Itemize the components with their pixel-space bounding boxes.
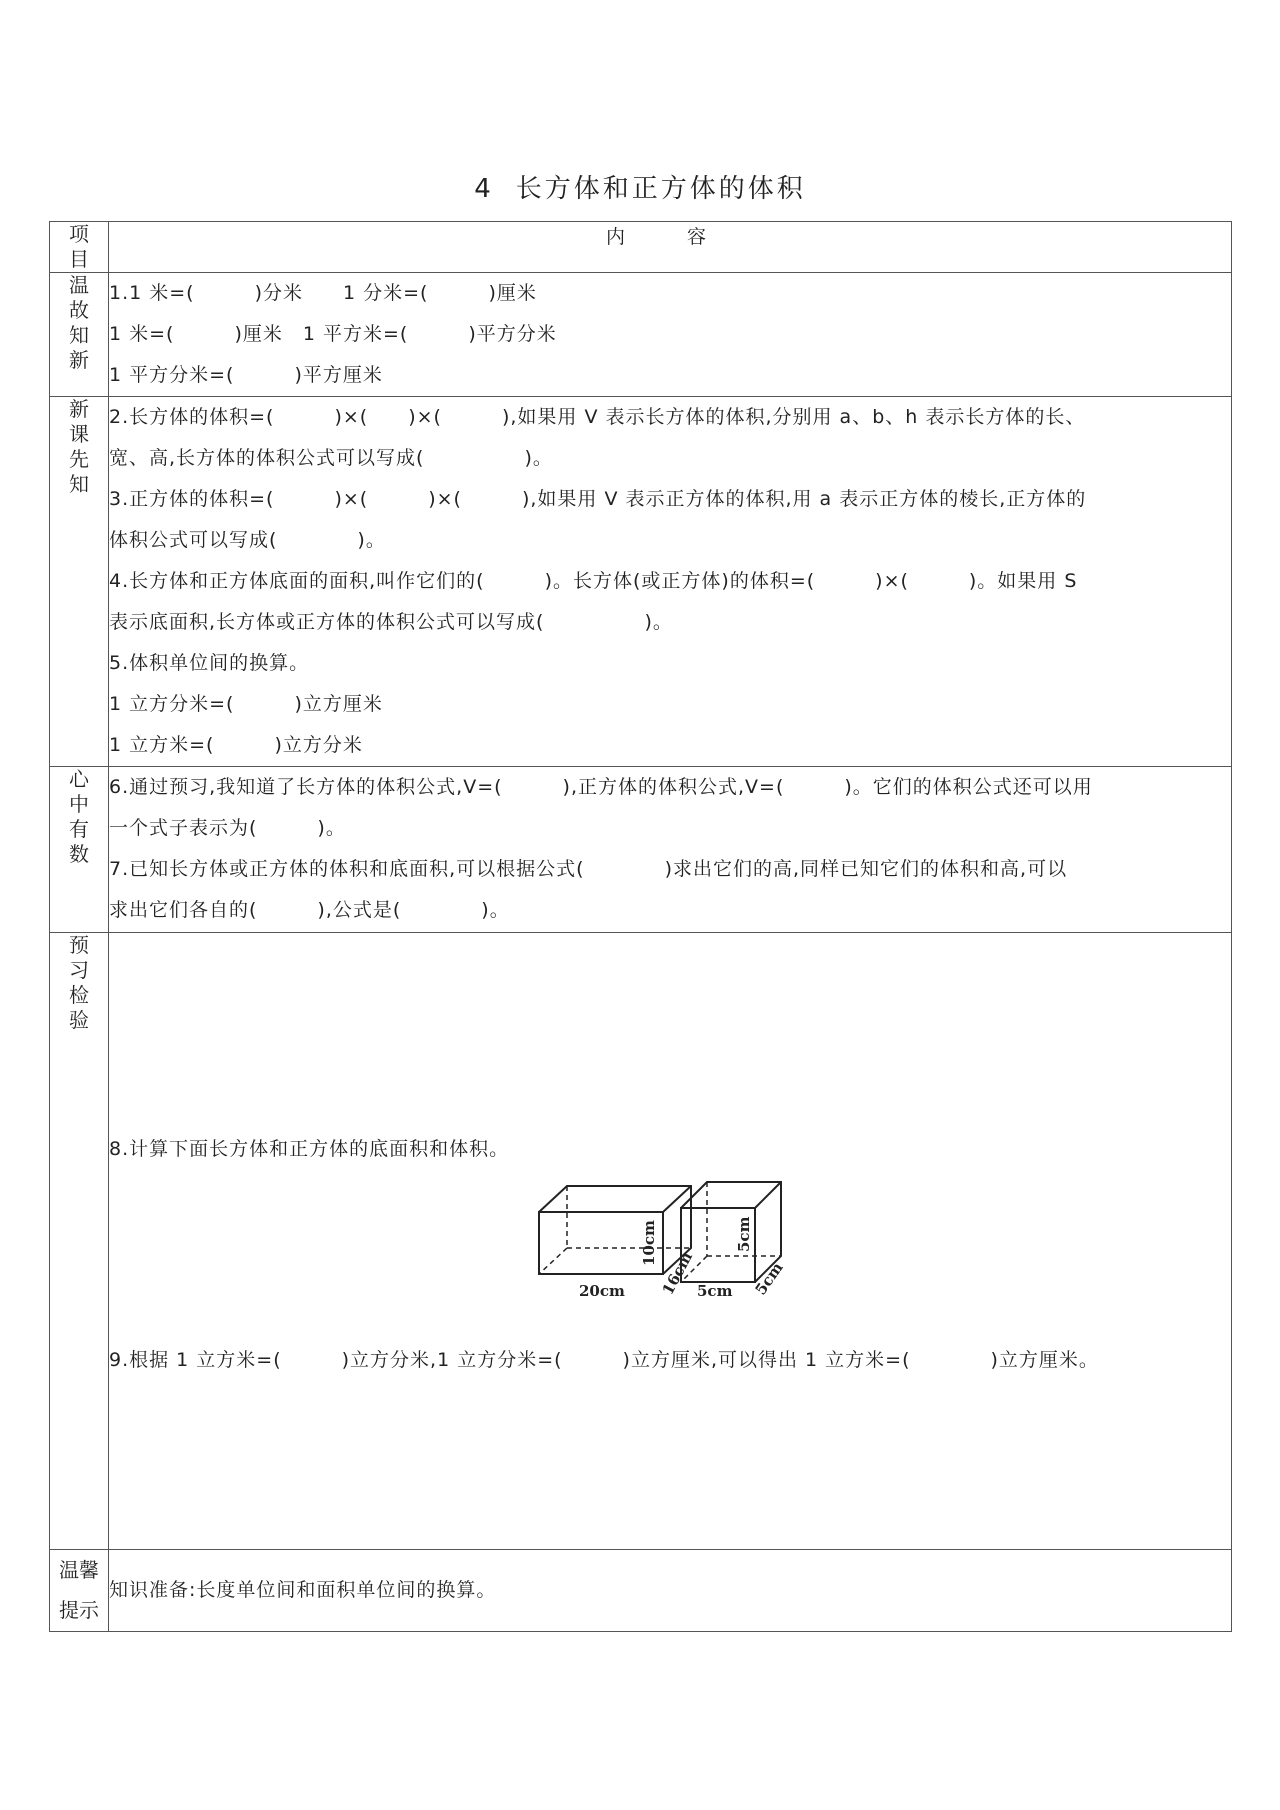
- review-line-2: 1 米=( )厘米 1 平方米=( )平方分米: [109, 323, 557, 345]
- preview-line-2: 宽、高,长方体的体积公式可以写成( )。: [109, 447, 553, 469]
- cuboid-height-label: 10cm: [640, 1220, 658, 1266]
- review-content: [109, 273, 1232, 397]
- check-row: [50, 933, 1232, 1550]
- cuboid-hidden-edges: [539, 1186, 691, 1274]
- tip-content: [109, 1550, 1232, 1632]
- mind-line-1: 6.通过预习,我知道了长方体的体积公式,V=( ),正方体的体积公式,V=( )。它们的体积公式还可以用: [109, 776, 1093, 798]
- cube-depth-label: 5cm: [751, 1258, 787, 1299]
- review-line-3: 1 平方分米=( )平方厘米: [109, 364, 383, 386]
- tip-row: [50, 1550, 1232, 1632]
- page-title: [0, 168, 1280, 205]
- tip-label: 温馨提示: [59, 1558, 99, 1622]
- preview-line-6: 表示底面积,长方体或正方体的体积公式可以写成( )。: [109, 611, 673, 633]
- preview-label: 新课先知: [69, 397, 89, 496]
- solids-figure: [109, 1170, 1229, 1300]
- header-row: [50, 222, 1232, 273]
- cube-height-label: 5cm: [735, 1216, 753, 1252]
- solids-diagram: [109, 1170, 1229, 1300]
- preview-line-9: 1 立方米=( )立方分米: [109, 734, 363, 756]
- lesson-number: 4: [474, 174, 494, 204]
- question-9: 9.根据 1 立方米=( )立方分米,1 立方分米=( )立方厘米,可以得出 1 立方米=( )立方厘米。: [109, 1349, 1099, 1371]
- review-row: [50, 273, 1232, 397]
- tip-label-cell: [50, 1550, 109, 1632]
- cube-top-right-edge: [755, 1182, 781, 1208]
- header-project: [50, 222, 109, 273]
- check-label: 预习检验: [69, 933, 89, 1032]
- check-label-cell: [50, 933, 109, 1550]
- preview-row: [50, 397, 1232, 767]
- mind-line-4: 求出它们各自的( ),公式是( )。: [109, 899, 510, 921]
- preview-line-1: 2.长方体的体积=( )×( )×( ),如果用 V 表示长方体的体积,分别用 a、b、h 表示长方体的长、: [109, 406, 1086, 428]
- review-label: 温故知新: [69, 273, 89, 372]
- tip-text: 知识准备:长度单位间和面积单位间的换算。: [109, 1579, 497, 1601]
- review-label-cell: [50, 273, 109, 397]
- cube-front-label: 5cm: [697, 1282, 733, 1300]
- preview-line-5: 4.长方体和正方体底面的面积,叫作它们的( )。长方体(或正方体)的体积=( )×( )。如果用 S: [109, 570, 1078, 592]
- mind-line-2: 一个式子表示为( )。: [109, 817, 346, 839]
- header-project-label: 项目: [69, 222, 89, 271]
- mind-line-3: 7.已知长方体或正方体的体积和底面积,可以根据公式( )求出它们的高,同样已知它们的体积和高,可以: [109, 858, 1068, 880]
- mind-label: 心中有数: [69, 767, 89, 866]
- header-content: 内 容: [109, 222, 1232, 273]
- worksheet-table: [49, 221, 1232, 1632]
- check-content: [109, 933, 1232, 1550]
- cuboid-width-label: 16cm: [658, 1248, 697, 1298]
- mind-content: [109, 767, 1232, 933]
- cuboid-length-label: 20cm: [579, 1282, 625, 1300]
- preview-line-4: 体积公式可以写成( )。: [109, 529, 386, 551]
- preview-content: [109, 397, 1232, 767]
- lesson-title: 长方体和正方体的体积: [515, 174, 806, 204]
- review-line-1: 1.1 米=( )分米 1 分米=( )厘米: [109, 282, 537, 304]
- mind-row: [50, 767, 1232, 933]
- cuboid-back-edges: [539, 1186, 691, 1274]
- preview-line-8: 1 立方分米=( )立方厘米: [109, 693, 383, 715]
- mind-label-cell: [50, 767, 109, 933]
- question-8: 8.计算下面长方体和正方体的底面积和体积。: [109, 1138, 510, 1160]
- preview-line-7: 5.体积单位间的换算。: [109, 652, 310, 674]
- preview-label-cell: [50, 397, 109, 767]
- preview-line-3: 3.正方体的体积=( )×( )×( ),如果用 V 表示正方体的体积,用 a 表示正方体的棱长,正方体的: [109, 488, 1087, 510]
